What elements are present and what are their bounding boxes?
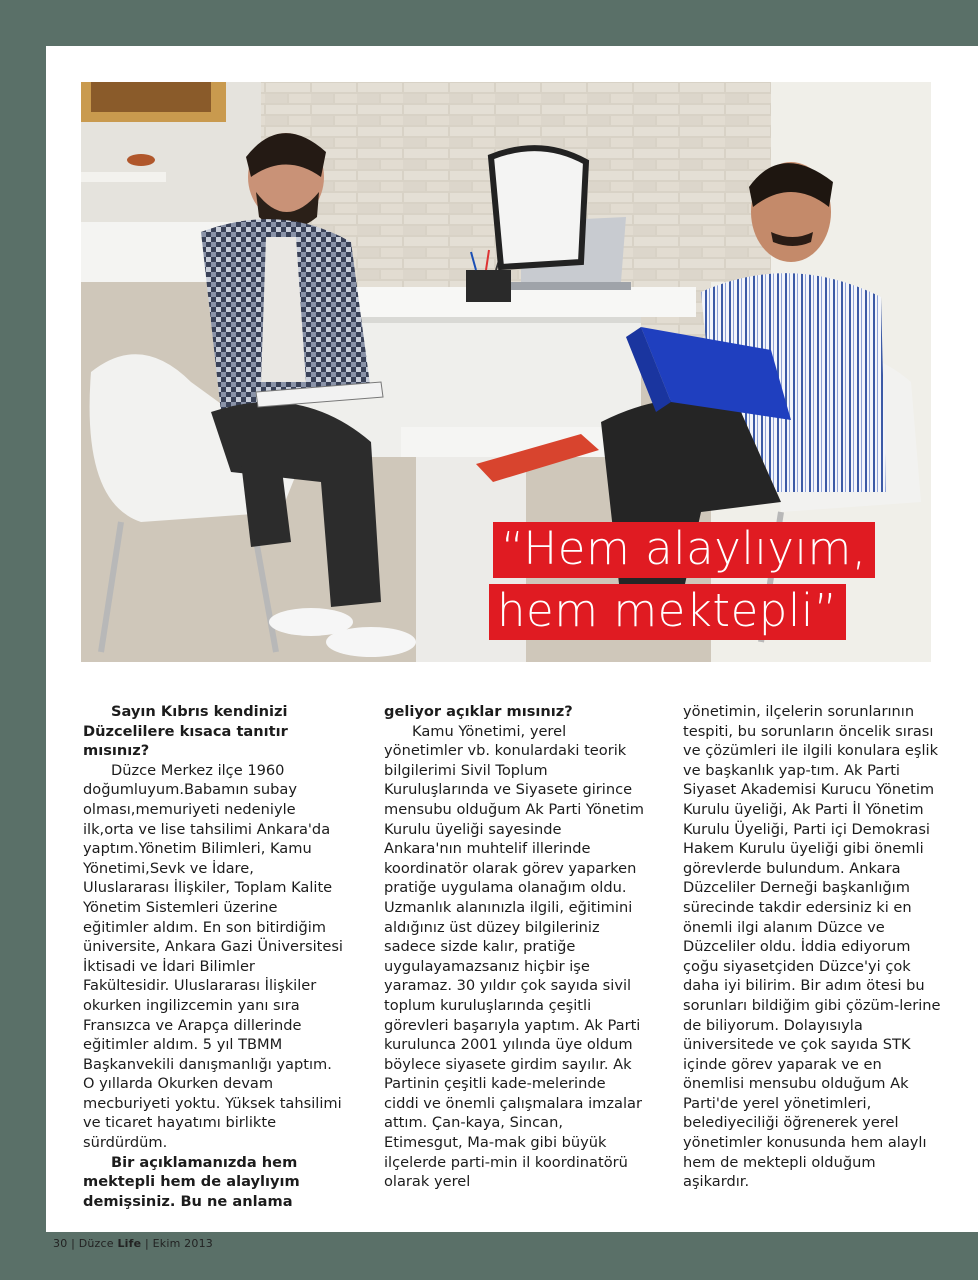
interview-photo — [81, 82, 931, 662]
article-column-1 — [83, 702, 343, 1211]
answer-1: Düzce Merkez ilçe 1960 doğumluyum.Babamın subay olması,memuriyeti nedeniyle ilk,orta ve lise tahsilimi Ankara'da yaptım.Yönetim Bilimleri, Kamu Yönetimi,Sevk ve İdare, Uluslararası İlişkiler, Toplam Kalite Yönetim Sistemleri üzerine eğitimler aldım. En son bitirdiğim üniversite, Ankara Gazi Üniversitesi İktisadi ve İdari Bilimler Fakültesidir. Uluslararası İlişkiler okurken ingilizcemin yanı sıra Fransızca ve Arapça dillerinde eğitimler aldım. 5 yıl TBMM Başkanvekili danışmanlığı yaptım. O yıllarda Okurken devam mecburiyeti yoktu. Yüksek tahsilimi ve ticaret hayatımı birlikte sürdürdüm. — [83, 761, 343, 1152]
answer-2-continued: yönetimin, ilçelerin sorunlarının tespiti, bu sorunların öncelik sırası ve çözümleri ile ilgili konulara eşlik ve başkanlık yap-tım. Ak Parti Siyaset Akademisi Kurucu Yönetim Kurulu üyeliği, Ak Parti İl Yönetim Kurulu Üyeliği, Parti içi Demokrasi Hakem Kurulu üyeliği gibi önemli görevlerde bulundum. Ankara Düzceliler Derneği başkanlığım sürecinde takdir edersiniz ki en önemli ilgi alanım Düzce ve Düzceliler oldu. İddia ediyorum çoğu siyasetçiden Düzce'yi çok daha iyi bilirim. Bir adım ötesi bu sorunları bildiğim gibi çözüm-lerine de biliyorum. Dolayısıyla üniversitede ve çok sayıda STK içinde görev yaparak ve en önemlisi mensubu olduğum Ak Parti'de yerel yönetimleri, belediyeciliği öğrenerek yerel yönetimler konusunda hem alaylı hem de mektepli olduğum aşikardır. — [683, 703, 941, 1191]
magazine-page — [46, 46, 978, 1232]
footer-separator: | — [144, 1237, 149, 1250]
magazine-name: Düzce — [78, 1237, 114, 1250]
page-number: 30 — [53, 1237, 68, 1250]
magazine-brand: Life — [117, 1237, 142, 1250]
article-column-3 — [683, 702, 943, 1192]
footer-separator: | — [71, 1237, 76, 1250]
article-column-2 — [384, 702, 644, 1192]
issue-date: Ekim 2013 — [152, 1237, 213, 1250]
headline-line-2: hem mektepli” — [489, 584, 846, 640]
question-2: Bir açıklamanızda hem mektepli hem de alaylıyım demişsiniz. Bu ne anlama — [83, 1153, 300, 1210]
headline — [497, 522, 921, 640]
question-1: Sayın Kıbrıs kendinizi Düzcelilere kısaca tanıtır mısınız? — [83, 703, 288, 760]
headline-line-1: “Hem alaylıyım, — [493, 522, 875, 578]
page-footer — [53, 1237, 213, 1250]
answer-2: Kamu Yönetimi, yerel yönetimler vb. konulardaki teorik bilgilerimi Sivil Toplum Kuruluşlarında ve Siyasete girince mensubu olduğum Ak Parti Yönetim Kurulu üyeliği sayesinde Ankara'nın muhtelif illerinde koordinatör olarak görev yaparken pratiğe uygulama olanağım oldu. Uzmanlık alanınızla ilgili, eğitimini aldığınız üst düzey bilgileriniz sadece sizde kalır, pratiğe uygulayamazsanız hiçbir işe yaramaz. 30 yıldır çok sayıda sivil toplum kuruluşlarında çeşitli görevleri başarıyla yaptım. Ak Parti kurulunca 2001 yılında üye oldum böylece siyasete girdim sayılır. Ak Partinin çeşitli kade-melerinde ciddi ve önemli çalışmalara imzalar attım. Çan-kaya, Sincan, Etimesgut, Ma-mak gibi büyük ilçelerde parti-min il koordinatörü olarak yerel — [384, 722, 645, 1191]
question-2-continued: geliyor açıklar mısınız? — [384, 703, 573, 720]
